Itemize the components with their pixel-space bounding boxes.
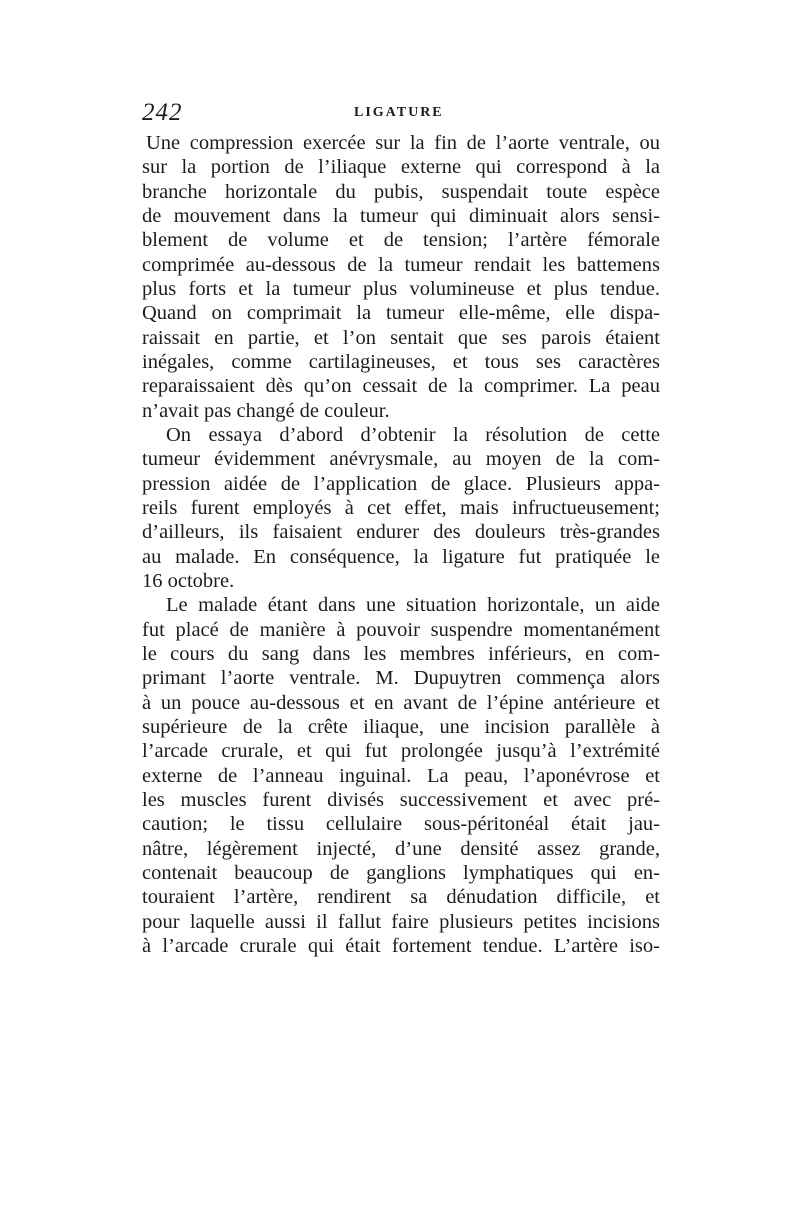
text-line: touraient l’artère, rendirent sa dénudation difficile, et bbox=[142, 886, 660, 909]
text-line: externe de l’anneau inguinal. La peau, l’aponévrose et bbox=[142, 764, 660, 787]
text-line: comprimée au-dessous de la tumeur rendait les battemens bbox=[142, 253, 660, 276]
text-line: tumeur évidemment anévrysmale, au moyen de la com- bbox=[142, 448, 660, 471]
paragraph bbox=[142, 593, 660, 958]
text-line: d’ailleurs, ils faisaient endurer des douleurs très-grandes bbox=[142, 521, 660, 544]
paragraph bbox=[142, 423, 660, 593]
text-line: inégales, comme cartilagineuses, et tous ses caractères bbox=[142, 350, 660, 373]
text-line: au malade. En conséquence, la ligature fut pratiquée le bbox=[142, 545, 660, 568]
text-line: Une compression exercée sur la fin de l’aorte ventrale, ou bbox=[146, 132, 660, 154]
text-line: On essaya d’abord d’obtenir la résolution de cette bbox=[166, 423, 660, 446]
text-line: Le malade étant dans une situation horizontale, un aide bbox=[166, 594, 660, 617]
text-line: sur la portion de l’iliaque externe qui correspond à la bbox=[142, 156, 660, 179]
text-line: caution; le tissu cellulaire sous-péritonéal était jau- bbox=[142, 813, 660, 836]
text-line: à un pouce au-dessous et en avant de l’épine antérieure et bbox=[142, 691, 660, 714]
text-line: de mouvement dans la tumeur qui diminuait alors sensi- bbox=[142, 204, 660, 227]
text-line: les muscles furent divisés successivement et avec pré- bbox=[142, 788, 660, 811]
text-line: n’avait pas changé de couleur. bbox=[142, 399, 390, 422]
text-line: pression aidée de l’application de glace. Plusieurs appa- bbox=[142, 472, 660, 495]
running-title: LIGATURE bbox=[354, 105, 444, 120]
paragraph bbox=[142, 131, 660, 423]
body-text bbox=[142, 131, 660, 958]
text-line: supérieure de la crête iliaque, une incision parallèle à bbox=[142, 715, 660, 738]
text-line: reils furent employés à cet effet, mais infructueusement; bbox=[142, 496, 660, 519]
text-line: fut placé de manière à pouvoir suspendre momentanément bbox=[142, 618, 660, 641]
text-line: l’arcade crurale, et qui fut prolongée jusqu’à l’extrémité bbox=[142, 740, 660, 763]
text-line: à l’arcade crurale qui était fortement tendue. L’artère iso- bbox=[142, 934, 660, 957]
text-line: pour laquelle aussi il fallut faire plusieurs petites incisions bbox=[142, 910, 660, 933]
page-header bbox=[142, 99, 660, 129]
text-line: raissait en partie, et l’on sentait que ses parois étaient bbox=[142, 326, 660, 349]
text-line: Quand on comprimait la tumeur elle-même, elle dispa- bbox=[142, 302, 660, 325]
text-line: contenait beaucoup de ganglions lymphatiques qui en- bbox=[142, 861, 660, 884]
text-line: 16 octobre. bbox=[142, 569, 235, 592]
text-line: plus forts et la tumeur plus volumineuse et plus tendue. bbox=[142, 277, 660, 300]
text-line: blement de volume et de tension; l’artère fémorale bbox=[142, 229, 660, 252]
page-number: 242 bbox=[142, 99, 183, 126]
text-line: reparaissaient dès qu’on cessait de la comprimer. La peau bbox=[142, 375, 660, 398]
text-line: nâtre, légèrement injecté, d’une densité assez grande, bbox=[142, 837, 660, 860]
text-line: primant l’aorte ventrale. M. Dupuytren commença alors bbox=[142, 667, 660, 690]
text-line: branche horizontale du pubis, suspendait toute espèce bbox=[142, 180, 660, 203]
text-line: le cours du sang dans les membres inférieurs, en com- bbox=[142, 642, 660, 665]
